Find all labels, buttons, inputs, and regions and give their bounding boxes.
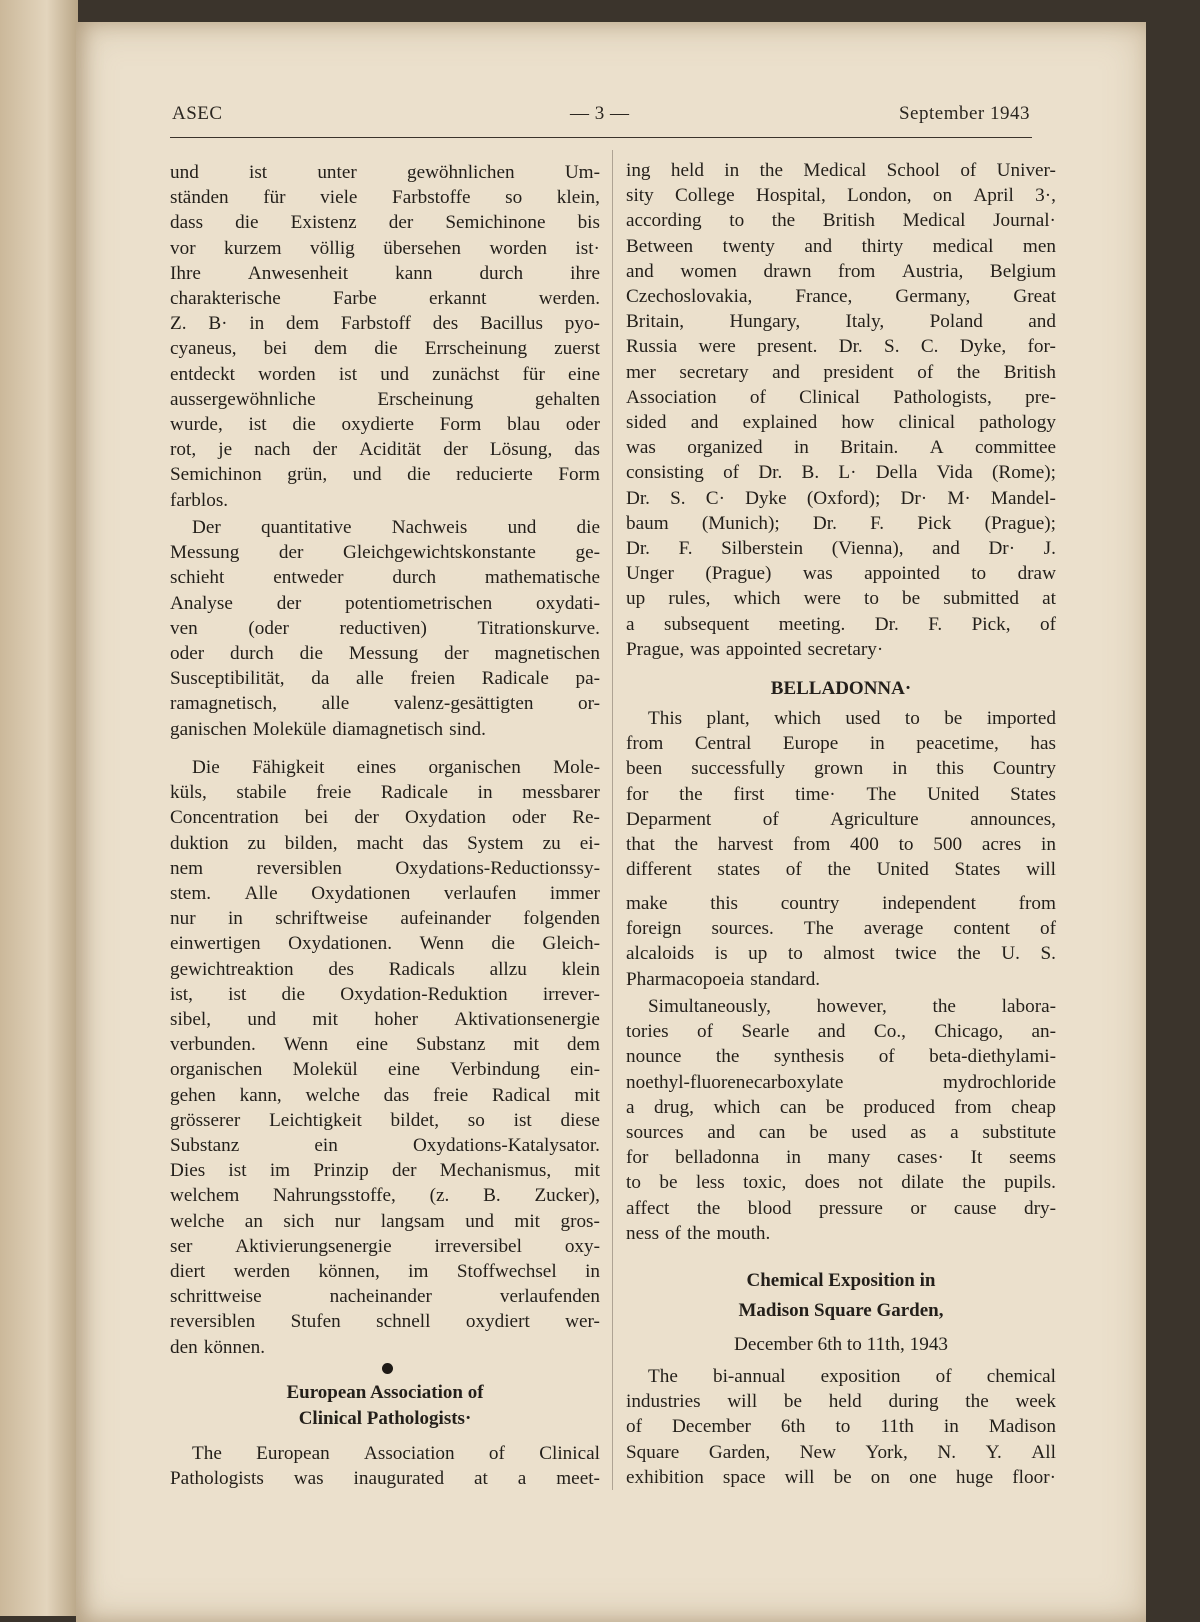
text-line: Russia were present. Dr. S. C. Dyke, for-: [626, 336, 1056, 358]
text-line: mer secretary and president of the British: [626, 361, 1056, 383]
text-line: vor kurzem völlig übersehen worden ist·: [170, 237, 600, 259]
section-heading: Chemical Exposition in: [746, 1270, 936, 1291]
text-line: a drug, which can be produced from cheap: [626, 1096, 1056, 1118]
text-line: und ist unter gewöhnlichen Um-: [170, 162, 600, 183]
text-line: Association of Clinical Pathologists, pre-: [626, 386, 1056, 408]
first-paragraph: [170, 160, 600, 513]
text-line: welche an sich nur langsam und mit gros-: [170, 1210, 600, 1232]
text-line: and women drawn from Austria, Belgium: [626, 260, 1056, 282]
text-line: einwertigen Oxydationen. Wenn die Gleich-: [170, 933, 600, 955]
text-line: Czechoslovakia, France, Germany, Great: [626, 286, 1056, 308]
text-line: ist, ist die Oxydation-Reduktion irrever-: [170, 983, 600, 1005]
text-line: tories of Searle and Co., Chicago, an-: [626, 1021, 1056, 1043]
text-line: nounce the synthesis of beta-diethylami-: [626, 1046, 1056, 1068]
text-line: Concentration bei der Oxydation oder Re-: [170, 807, 600, 829]
text-line: farblos.: [170, 489, 229, 511]
text-line: den können.: [170, 1336, 266, 1358]
text-line: This plant, which used to be imported: [648, 708, 1056, 729]
text-line: according to the British Medical Journal·: [626, 210, 1056, 232]
text-line: Square Garden, New York, N. Y. All: [626, 1441, 1056, 1463]
paragraph: [626, 994, 1056, 1246]
first-paragraph-continued: [626, 891, 1056, 992]
text-line: Dies ist im Prinzip der Mechanismus, mit: [170, 1160, 600, 1182]
text-line: Between twenty and thirty medical men: [626, 235, 1056, 257]
text-line: Pharmacopoeia standard.: [626, 968, 821, 990]
text-line: noethyl-fluorenecarboxylate mydrochloride: [626, 1071, 1056, 1093]
previous-page-edge: [0, 0, 78, 1616]
text-line: ness of the mouth.: [626, 1222, 771, 1244]
text-line: Ihre Anwesenheit kann durch ihre: [170, 262, 600, 284]
text-line: make this country independent from: [626, 893, 1056, 914]
text-line: verbunden. Wenn eine Substanz mit dem: [170, 1034, 600, 1056]
text-line: exhibition space will be on one huge floor·: [626, 1466, 1056, 1488]
text-line: nur in schriftweise aufeinander folgenden: [170, 908, 600, 930]
text-line: ing held in the Medical School of Univer-: [626, 160, 1056, 181]
text-line: Britain, Hungary, Italy, Poland and: [626, 311, 1056, 333]
text-line: affect the blood pressure or cause dry-: [626, 1197, 1056, 1219]
text-line: Messung der Gleichgewichtskonstante ge-: [170, 542, 600, 564]
text-line: Substanz ein Oxydations-Katalysator.: [170, 1135, 600, 1157]
first-paragraph: [626, 158, 1056, 662]
section-heading: BELLADONNA·: [770, 678, 912, 699]
text-line: sources and can be used as a substitute: [626, 1122, 1056, 1144]
section-heading: Clinical Pathologists·: [298, 1408, 472, 1429]
text-line: wurde, ist die oxydierte Form blau oder: [170, 414, 600, 436]
text-line: cyaneus, bei dem die Errscheinung zuerst: [170, 338, 600, 360]
text-line: up rules, which were to be submitted at: [626, 588, 1056, 610]
text-line: industries will be held during the week: [626, 1391, 1056, 1413]
text-line: of December 6th to 11th in Madison: [626, 1416, 1056, 1438]
paragraph: [170, 1441, 600, 1491]
text-line: Pathologists was inaugurated at a meet-: [170, 1468, 600, 1490]
text-line: gewichtreaktion des Radicals allzu klein: [170, 958, 600, 980]
text-line: sided and explained how clinical pathology: [626, 412, 1056, 434]
text-line: Analyse der potentiometrischen oxydati-: [170, 592, 600, 614]
page-number: — 3 —: [570, 103, 630, 124]
text-line: duktion zu bilden, macht das System zu ei-: [170, 832, 600, 854]
text-line: that the harvest from 400 to 500 acres in: [626, 834, 1056, 856]
text-line: foreign sources. The average content of: [626, 918, 1056, 940]
text-line: Die Fähigkeit eines organischen Mole-: [192, 757, 600, 778]
text-line: reversiblen Stufen schnell oxydiert wer-: [170, 1311, 600, 1333]
text-line: Unger (Prague) was appointed to draw: [626, 563, 1056, 585]
text-line: diert werden können, im Stoffwechsel in: [170, 1261, 600, 1283]
text-line: ven (oder reductiven) Titrationskurve.: [170, 617, 600, 639]
text-line: organischen Molekül eine Verbindung ein-: [170, 1059, 600, 1081]
text-line: nem reversiblen Oxydations-Reductionssy-: [170, 857, 600, 879]
text-line: aussergewöhnliche Erscheinung gehalten: [170, 388, 600, 410]
publication-name: ASEC: [172, 103, 223, 124]
paragraph: [626, 706, 1056, 882]
text-line: alcaloids is up to almost twice the U. S.: [626, 943, 1056, 965]
text-line: for the first time· The United States: [626, 783, 1056, 805]
text-line: Dr. F. Silberstein (Vienna), and Dr· J.: [626, 538, 1056, 560]
text-line: different states of the United States will: [626, 859, 1056, 881]
text-line: from Central Europe in peacetime, has: [626, 733, 1056, 755]
text-line: ganischen Moleküle diamagnetisch sind.: [170, 718, 486, 740]
text-line: gehen kann, welche das freie Radical mit: [170, 1084, 600, 1106]
text-line: for belladonna in many cases· It seems: [626, 1147, 1056, 1169]
text-line: to be less toxic, does not dilate the pupils.: [626, 1172, 1056, 1194]
section-heading: European Association of: [286, 1382, 484, 1403]
text-line: ständen für viele Farbstoffe so klein,: [170, 187, 600, 209]
paragraph: [170, 515, 600, 742]
text-line: Z. B· in dem Farbstoff des Bacillus pyo-: [170, 313, 600, 335]
text-line: baum (Munich); Dr. F. Pick (Prague);: [626, 512, 1056, 534]
paragraph: [170, 755, 600, 1360]
text-line: Dr. S. C· Dyke (Oxford); Dr· M· Mandel-: [626, 487, 1056, 509]
text-line: ser Aktivierungsenergie irreversibel oxy-: [170, 1235, 600, 1257]
text-line: The European Association of Clinical: [192, 1443, 600, 1464]
text-line: schrittweise nacheinander verlaufenden: [170, 1286, 600, 1308]
text-line: Semichinon grün, und die reducierte Form: [170, 464, 600, 486]
exposition-dates: December 6th to 11th, 1943: [733, 1334, 949, 1355]
text-line: consisting of Dr. B. L· Della Vida (Rome);: [626, 462, 1056, 484]
text-line: a subsequent meeting. Dr. F. Pick, of: [626, 613, 1056, 635]
text-line: schieht entweder durch mathematische: [170, 567, 600, 589]
text-line: sibel, und mit hoher Aktivationsenergie: [170, 1009, 600, 1031]
text-line: was organized in Britain. A committee: [626, 437, 1056, 459]
text-line: been successfully grown in this Country: [626, 758, 1056, 780]
text-line: Der quantitative Nachweis und die: [192, 517, 600, 538]
text-line: welchem Nahrungsstoffe, (z. B. Zucker),: [170, 1185, 600, 1207]
text-line: grösserer Leichtigkeit bildet, so ist diese: [170, 1109, 600, 1131]
text-line: rot, je nach der Acidität der Lösung, das: [170, 439, 600, 461]
text-line: entdeckt worden ist und zunächst für eine: [170, 363, 600, 385]
text-line: oder durch die Messung der magnetischen: [170, 643, 600, 665]
text-line: Simultaneously, however, the labora-: [648, 996, 1056, 1017]
paragraph: [626, 1364, 1056, 1490]
column-divider: [612, 150, 613, 1490]
text-line: Deparment of Agriculture announces,: [626, 808, 1056, 830]
text-line: charakterische Farbe erkannt werden.: [170, 288, 600, 310]
text-line: sity College Hospital, London, on April 3·,: [626, 185, 1056, 207]
text-line: Susceptibilität, da alle freien Radicale pa-: [170, 668, 600, 690]
section-bullet: [382, 1363, 393, 1374]
text-line: The bi-annual exposition of chemical: [648, 1366, 1056, 1387]
text-line: Prague, was appointed secretary·: [626, 638, 884, 660]
text-line: küls, stabile freie Radicale in messbarer: [170, 782, 600, 804]
text-line: ramagnetisch, alle valenz-gesättigten or-: [170, 693, 600, 715]
issue-date: September 1943: [898, 103, 1030, 124]
text-line: stem. Alle Oxydationen verlaufen immer: [170, 883, 600, 905]
section-heading: Madison Square Garden,: [738, 1300, 944, 1321]
text-line: dass die Existenz der Semichinone bis: [170, 212, 600, 234]
header-rule: [170, 137, 1032, 138]
